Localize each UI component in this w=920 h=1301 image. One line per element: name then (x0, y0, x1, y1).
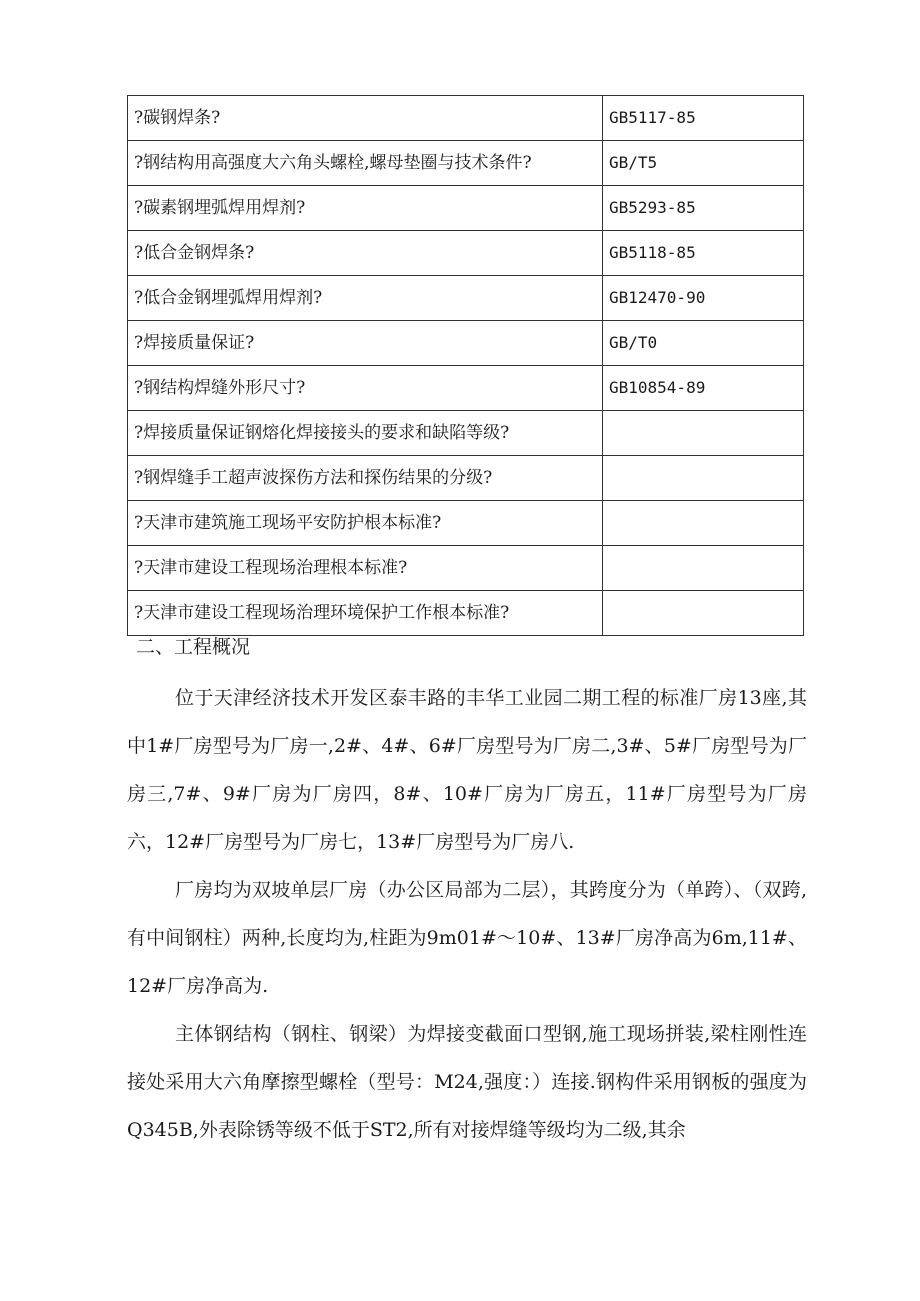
standard-code: GB/T0 (603, 321, 804, 366)
standard-name: ?碳钢焊条? (128, 96, 603, 141)
standard-name: ?低合金钢埋弧焊用焊剂? (128, 276, 603, 321)
standard-name: ?焊接质量保证钢熔化焊接接头的要求和缺陷等级? (128, 411, 603, 456)
standard-code (603, 411, 804, 456)
table-row (128, 411, 804, 456)
standard-code (603, 501, 804, 546)
table-row (128, 186, 804, 231)
standard-name: ?天津市建筑施工现场平安防护根本标准? (128, 501, 603, 546)
table-row (128, 456, 804, 501)
standard-code: GB5293-85 (603, 186, 804, 231)
standard-name: ?钢结构焊缝外形尺寸? (128, 366, 603, 411)
table-row (128, 141, 804, 186)
standard-code (603, 591, 804, 636)
standard-name: ?焊接质量保证? (128, 321, 603, 366)
standard-code: GB12470-90 (603, 276, 804, 321)
table-row (128, 366, 804, 411)
standard-code (603, 456, 804, 501)
paragraph-building-dimensions: 厂房均为双坡单层厂房（办公区局部为二层），其跨度分为（单跨）、（双跨,有中间钢柱）两种,长度均为,柱距为9m01#～10#、13#厂房净高为6m,11#、12#厂房净高为. (127, 879, 807, 997)
table-row (128, 276, 804, 321)
table-row (128, 591, 804, 636)
paragraph-steel-structure: 主体钢结构（钢柱、钢梁）为焊接变截面口型钢,施工现场拼装,梁柱刚性连接处采用大六角摩擦型螺栓（型号：M24,强度：）连接.钢构件采用钢板的强度为Q345B,外表除锈等级不低于ST2,所有对接焊缝等级均为二级,其余 (127, 1023, 807, 1141)
standard-code: GB10854-89 (603, 366, 804, 411)
standard-name: ?碳素钢埋弧焊用焊剂? (128, 186, 603, 231)
standards-table (127, 95, 804, 636)
standard-name: ?天津市建设工程现场治理根本标准? (128, 546, 603, 591)
standard-name: ?低合金钢焊条? (128, 231, 603, 276)
paragraph-project-overview: 位于天津经济技术开发区泰丰路的丰华工业园二期工程的标准厂房13座,其中1#厂房型号为厂房一,2#、4#、6#厂房型号为厂房二,3#、5#厂房型号为厂房三,7#、9#厂房为厂房四，8#、10#厂房为厂房五，11#厂房型号为厂房六，12#厂房型号为厂房七，13#厂房型号为厂房八. (127, 687, 807, 853)
table-row (128, 546, 804, 591)
table-row (128, 321, 804, 366)
table-row (128, 96, 804, 141)
standard-code: GB5117-85 (603, 96, 804, 141)
table-row (128, 231, 804, 276)
standard-code: GB5118-85 (603, 231, 804, 276)
standard-code (603, 546, 804, 591)
standard-name: ?钢焊缝手工超声波探伤方法和探伤结果的分级? (128, 456, 603, 501)
standard-name: ?天津市建设工程现场治理环境保护工作根本标准? (128, 591, 603, 636)
table-row (128, 501, 804, 546)
standard-code: GB/T5 (603, 141, 804, 186)
section-title: 二、工程概况 (136, 636, 251, 658)
standard-name: ?钢结构用高强度大六角头螺栓,螺母垫圈与技术条件? (128, 141, 603, 186)
